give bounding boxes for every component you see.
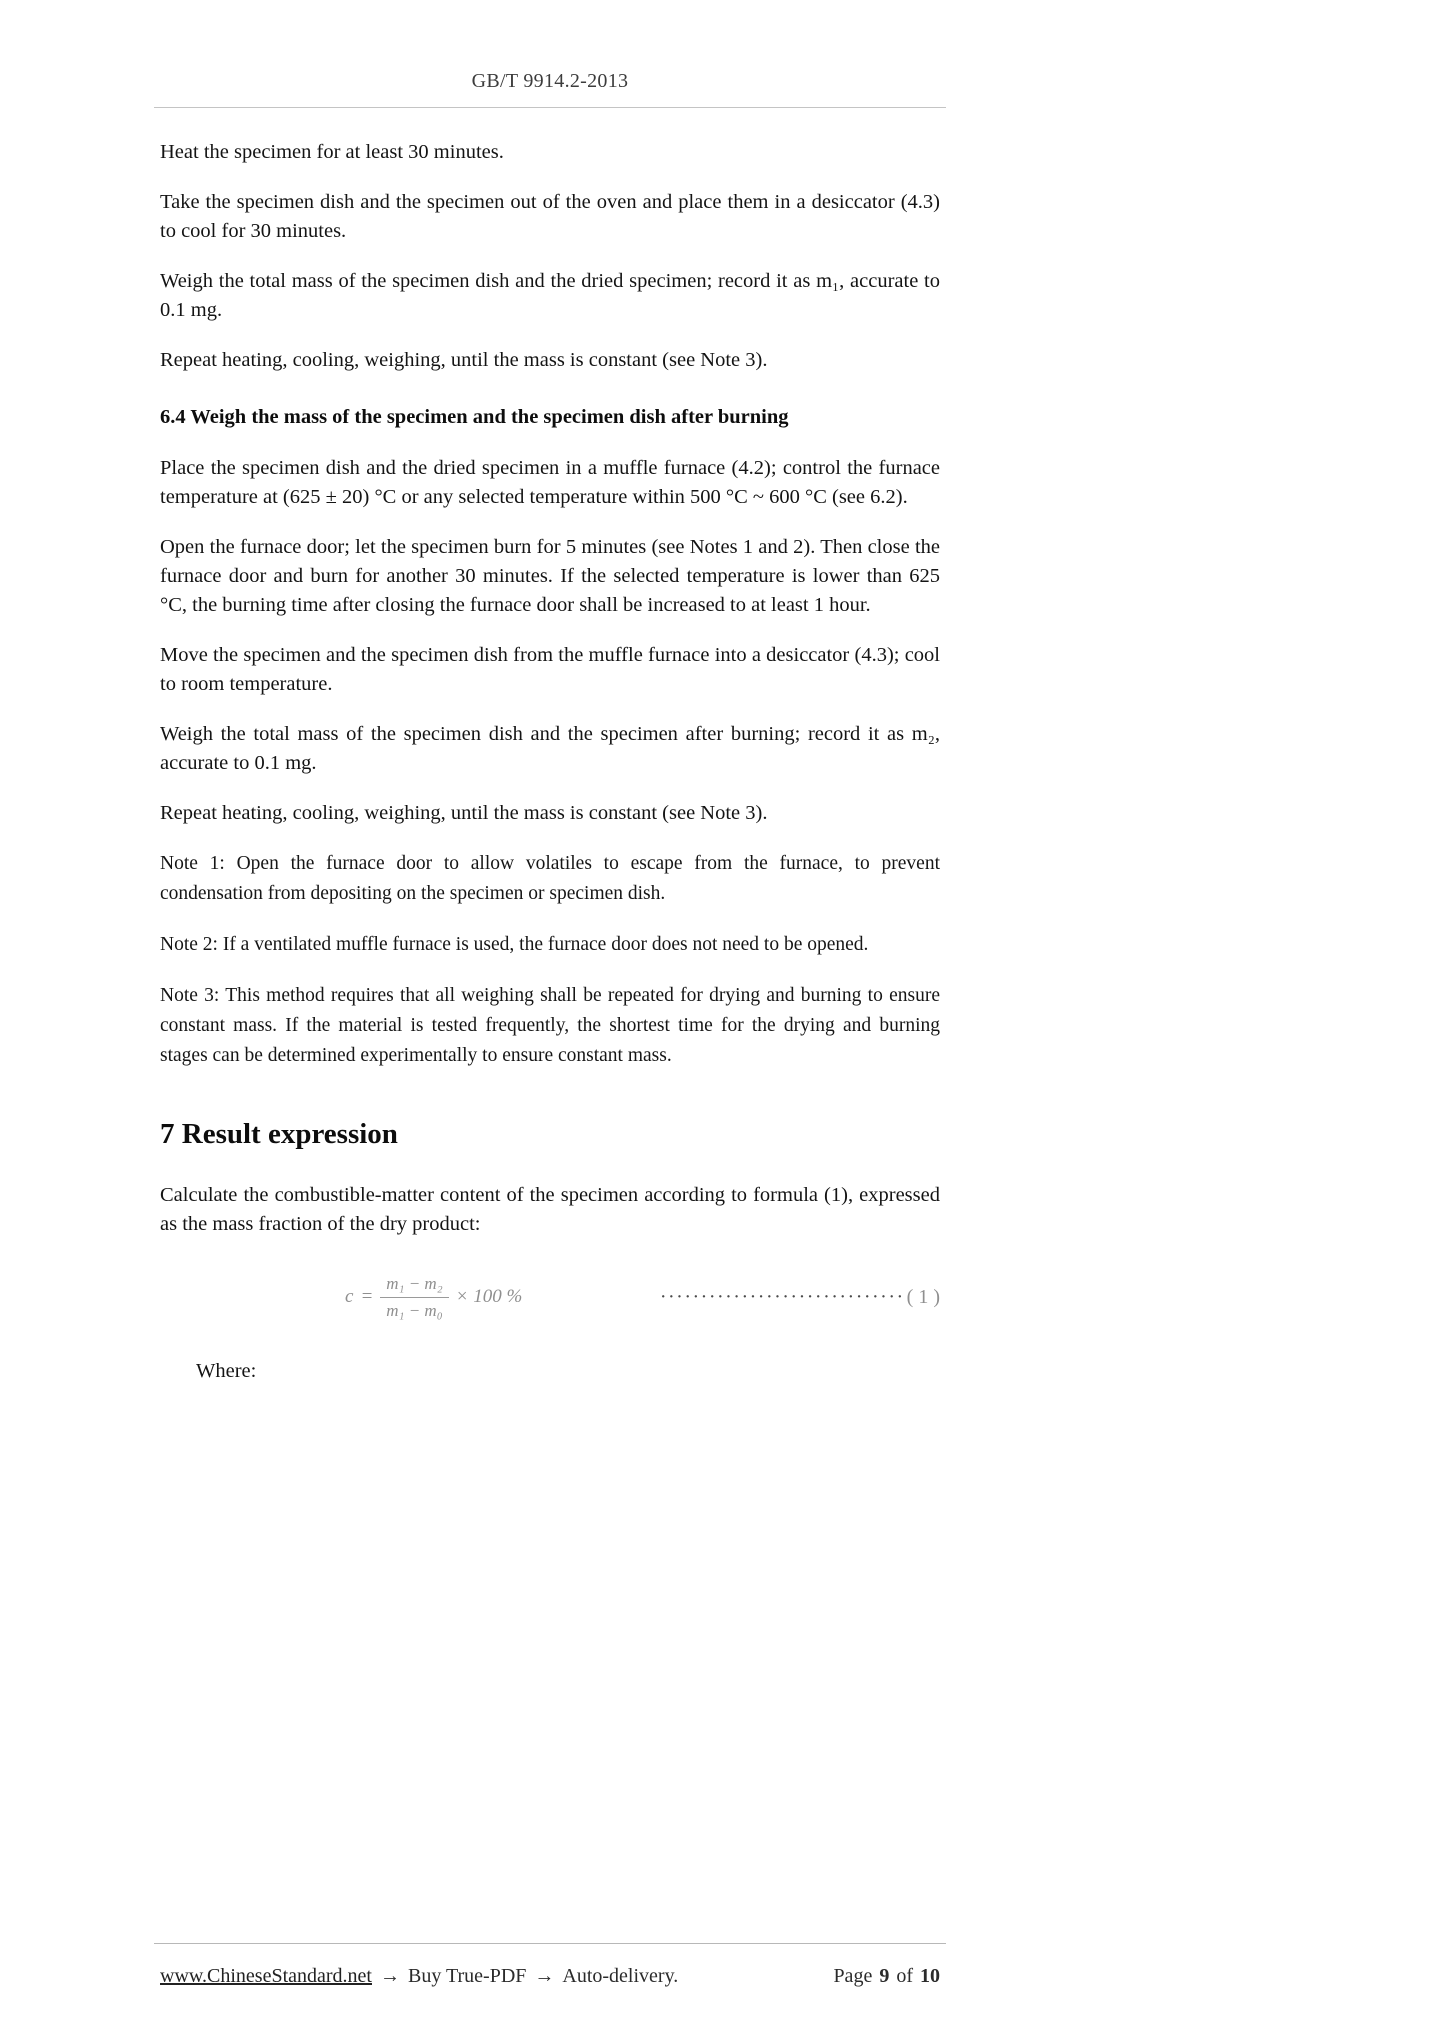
where-label: Where: — [196, 1360, 257, 1382]
formula-1-row — [160, 1265, 940, 1329]
note-1: Note 1: Open the furnace door to allow volatiles to escape from the furnace, to prevent condensation from depositing on the specimen or specimen dish. — [160, 853, 940, 904]
buy-true-pdf-label: Buy True-PDF — [408, 1965, 527, 1987]
header-divider — [154, 107, 946, 108]
paragraph: Move the specimen and the specimen dish from the muffle furnace into a desiccator (4.3); cool to room temperature. — [160, 644, 940, 695]
formula-number: ( 1 ) — [906, 1285, 940, 1308]
dot-leader: ······························ — [659, 1285, 905, 1308]
formula-numerator: m₁ − m₂ — [380, 1273, 448, 1298]
footer-bar — [160, 1965, 940, 1988]
paragraph: Repeat heating, cooling, weighing, until the mass is constant (see Note 3). — [160, 349, 768, 371]
formula-lhs: c — [345, 1286, 354, 1307]
paragraph: Take the specimen dish and the specimen out of the oven and place them in a desiccator (4.3) to cool for 30 minutes. — [160, 191, 940, 242]
paragraph: Weigh the total mass of the specimen dish and the dried specimen; record it as m₁, accurate to 0.1 mg. — [160, 270, 940, 321]
total-page-number: 10 — [920, 1965, 940, 1987]
note-2: Note 2: If a ventilated muffle furnace is used, the furnace door does not need to be opened. — [160, 934, 869, 955]
formula-multiplier: × 100 % — [455, 1286, 523, 1307]
page-label: Page — [833, 1965, 873, 1987]
paragraph: Repeat heating, cooling, weighing, until the mass is constant (see Note 3). — [160, 802, 768, 824]
section-heading-7: 7 Result expression — [160, 1118, 398, 1150]
footer-promo — [160, 1965, 678, 1988]
document-number-header: GB/T 9914.2-2013 — [471, 70, 629, 92]
document-body — [160, 138, 940, 1386]
paragraph: Calculate the combustible-matter content of the specimen according to formula (1), expressed as the mass fraction of the dry product: — [160, 1184, 940, 1235]
footer-divider — [154, 1943, 946, 1944]
chinesestandard-link[interactable]: www.ChineseStandard.net — [160, 1965, 372, 1987]
formula-denominator: m₁ − m₀ — [386, 1300, 443, 1320]
page-footer — [160, 1943, 940, 1988]
paragraph: Weigh the total mass of the specimen dish and the specimen after burning; record it as m₂, accurate to 0.1 mg. — [160, 723, 940, 774]
arrow-right-icon: → — [534, 1965, 555, 1987]
current-page-number: 9 — [879, 1965, 890, 1987]
page-indicator — [833, 1965, 940, 1988]
formula-leader — [660, 1286, 940, 1309]
paragraph: Open the furnace door; let the specimen burn for 5 minutes (see Notes 1 and 2). Then close the furnace door and burn for another 30 minutes. If the selected temperature is lower than 625 °C, the burning time after closing the furnace door shall be increased to at least 1 hour. — [160, 536, 940, 616]
arrow-right-icon: → — [380, 1965, 400, 1987]
of-label: of — [896, 1965, 913, 1987]
paragraph: Place the specimen dish and the dried specimen in a muffle furnace (4.2); control the furnace temperature at (625 ± 20) °C or any selected temperature within 500 °C ~ 600 °C (see 6.2). — [160, 457, 940, 508]
auto-delivery-label: Auto-delivery. — [562, 1965, 679, 1987]
note-3: Note 3: This method requires that all weighing shall be repeated for drying and burning to ensure constant mass. If the material is tested frequently, the shortest time for the drying and burning stages can be determined experimentally to ensure constant mass. — [160, 985, 940, 1066]
formula-expression — [345, 1273, 522, 1322]
formula-equals: = — [360, 1286, 374, 1307]
formula-fraction — [380, 1273, 448, 1322]
subsection-heading-6-4: 6.4 Weigh the mass of the specimen and the specimen dish after burning — [160, 406, 789, 428]
paragraph: Heat the specimen for at least 30 minutes. — [160, 141, 504, 163]
